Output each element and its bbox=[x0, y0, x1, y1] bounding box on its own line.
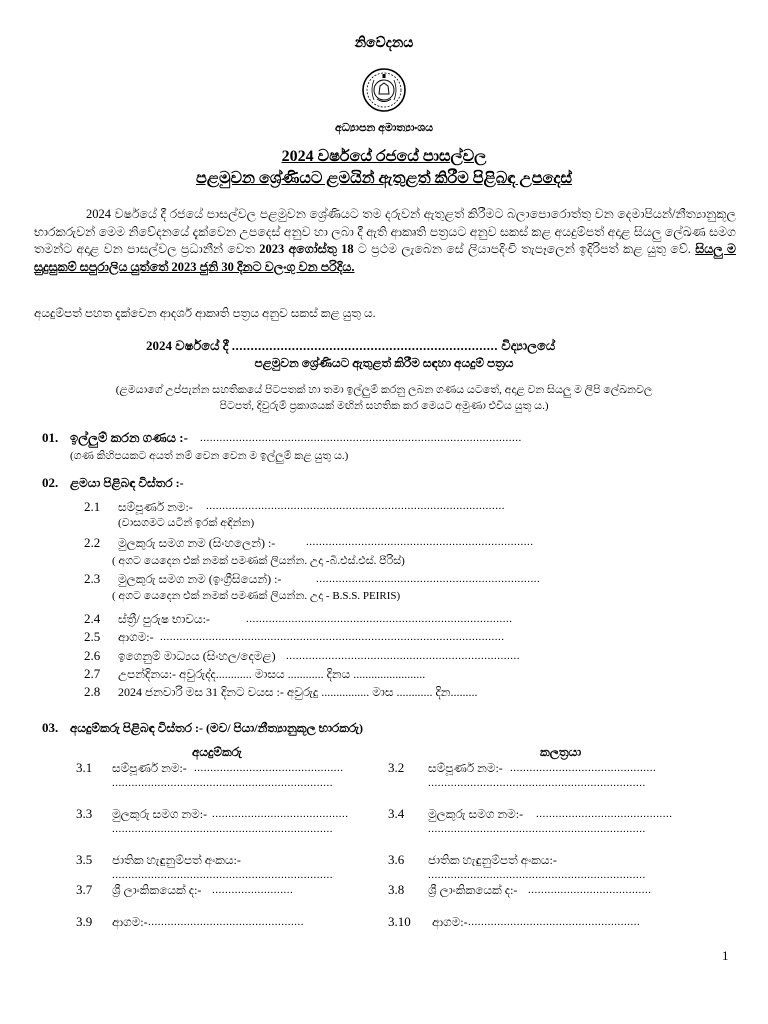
applicant-nic-field[interactable]: .................................................................... bbox=[112, 869, 333, 881]
item-2-4-number: 2.4 bbox=[84, 611, 101, 626]
main-title-line-2: පළමුවන ශ්‍රේණියට ළමයින් ඇතුළත් කිරීම පිළිබඳ උපදෙස් bbox=[196, 170, 572, 187]
item-3-1-label: සම්පූර්ණ නම:- bbox=[112, 761, 187, 775]
item-3-10-number: 3.10 bbox=[388, 914, 411, 929]
gender-field[interactable]: .................................................................................. bbox=[246, 613, 513, 625]
section-1-note: (ගණ කිහිපයකට අයත් නම් වෙන වෙන ම ඉල්ලුම් කළ යුතු ය.) bbox=[70, 450, 349, 462]
section-1-number: 01. bbox=[42, 430, 59, 445]
item-3-5-number: 3.5 bbox=[76, 852, 93, 867]
form-title bbox=[146, 338, 555, 354]
applicant-full-name-field[interactable]: .............................................. bbox=[194, 762, 344, 774]
item-3-5-label: ජාතික හැඳුනුම්පත් අංකය:- bbox=[112, 853, 241, 867]
applicant-religion-field[interactable]: ................................................ bbox=[148, 916, 304, 928]
intro-text-2: ට ප්‍රථම ලැබෙන සේ ලියාපදිංචි තැපෑලෙන් ඉදිරිපත් කළ යුතු වේ. bbox=[353, 242, 696, 256]
form-title-school: විද්‍යාලයේ bbox=[501, 338, 556, 353]
spouse-full-name-field[interactable]: ............................................. bbox=[510, 762, 657, 774]
intro-text-1: 2024 වර්ෂයේ දී රජයේ පාසල්වල පළමුවන ශ්‍රේණියට තම දරුවන් ඇතුළත් කිරීමට බලාපොරොත්තු වන දෙමාපියන්/නීත්‍යානුකූල භාරකරුවන් මෙම නිවේදනයේ දැක්වෙන උපදෙස් අනුව හා ලබා දී ඇති ආකෘති පත්‍රයට අනුව සකස් කළ අයදුම්පත් අදාළ සියලු ලේඛණ සමග තමන්ට අදාළ වන පාසල්වල ප්‍රධානීන් වෙත bbox=[34, 207, 736, 256]
child-name-english-field[interactable]: ..................................................................... bbox=[316, 573, 541, 585]
page-number: 1 bbox=[722, 948, 729, 963]
main-title-line-1: 2024 වර්ෂයේ රජයේ පාසල්වල bbox=[281, 148, 487, 165]
item-2-5-label: ආගම:- bbox=[118, 630, 154, 644]
spouse-initials-name-field-2[interactable]: ................................................................... bbox=[428, 823, 646, 835]
birthdate-field[interactable]: උපන්දිනය:- අවුරුද්ද............ මාසය ............ දිනය ........................ bbox=[118, 667, 426, 681]
form-note-line-1: (ළමයාගේ උප්පැන්න සහතිකයේ පිටපතක් හා තමා ඉල්ලුම් කරනු ලබන ගණය යටතේ, අදාළ වන සියලු ම ලිපි ලේඛනවල bbox=[115, 384, 653, 396]
item-3-7-label: ශ්‍රී ලාංකිකයෙක් ද:- bbox=[112, 883, 202, 897]
surname-underline-note: (වාසගමට යටින් ඉරක් අඳින්න) bbox=[118, 517, 255, 529]
applicant-full-name-field-2[interactable]: .................................................................... bbox=[112, 777, 333, 789]
child-full-name-field[interactable]: ............................................................................................ bbox=[206, 500, 505, 512]
ministry-name: අධ්‍යාපන අමාත්‍යාංශය bbox=[334, 122, 434, 134]
qualification-deadline: සියලු ම සුදුසුකම් සපුරාලිය යුත්තේ 2023 ජුනි 30 දිනට වලංගු වන පරිදිය. bbox=[34, 242, 736, 274]
item-3-2-label: සම්පූර්ණ නම:- bbox=[428, 761, 503, 775]
item-2-5-number: 2.5 bbox=[84, 629, 101, 644]
item-2-2-label: මුලකුරු සමග නම (සිංහලෙන්) :- bbox=[118, 536, 276, 550]
spouse-religion-field[interactable]: ..................................................... bbox=[468, 916, 641, 928]
applicant-initials-name-field[interactable]: .......................................... bbox=[212, 808, 349, 820]
school-name-field[interactable]: ....................................................................... bbox=[231, 338, 498, 353]
item-3-4-number: 3.4 bbox=[388, 806, 405, 821]
applicant-citizenship-field[interactable]: ......................... bbox=[212, 884, 294, 896]
sinhala-example-note: ( අගට යෙදෙන එක් නමක් පමණක් ලියන්න. උදා -බී.එස්.එස්. පීරිස්) bbox=[112, 555, 405, 567]
item-3-1-number: 3.1 bbox=[76, 760, 93, 775]
applicant-initials-name-field-2[interactable]: .................................................................... bbox=[112, 823, 333, 835]
form-subtitle: පළමුවන ශ්‍රේණියට ඇතුළත් කිරීම සඳහා අයදුම් පත්‍රය bbox=[254, 356, 514, 370]
child-name-sinhala-field[interactable]: ...................................................................... bbox=[306, 536, 534, 548]
age-field[interactable]: 2024 ජනවාරි මස 31 දිනට වයස :- අවුරුදු ................ මාස ............ දින......... bbox=[118, 685, 478, 699]
item-2-1-number: 2.1 bbox=[84, 499, 101, 514]
item-2-7-number: 2.7 bbox=[84, 666, 101, 681]
deadline-date: 2023 අගෝස්තු 18 bbox=[259, 242, 354, 256]
learning-medium-field[interactable]: ........................................................................ bbox=[286, 650, 520, 662]
section-1-label: ඉල්ලුම් කරන ගණය :- bbox=[70, 430, 188, 445]
section-3-number: 03. bbox=[42, 720, 59, 735]
applicant-column-heading: අයදුම්කරු bbox=[192, 745, 242, 759]
section-2-label: ළමයා පිළිබඳ විස්තර :- bbox=[70, 476, 184, 490]
item-2-4-label: ස්ත්‍රී/ පුරුෂ භාවය:- bbox=[118, 612, 210, 626]
item-2-3-number: 2.3 bbox=[84, 571, 101, 586]
english-example-note: ( අගට යෙදෙන එක් නමක් පමණක් ලියන්න. උදා - B.S.S. PEIRIS) bbox=[112, 590, 401, 602]
spouse-nic-field[interactable]: ................................................................... bbox=[428, 869, 646, 881]
spouse-full-name-field-2[interactable]: ................................................................... bbox=[428, 777, 646, 789]
item-3-2-number: 3.2 bbox=[388, 760, 405, 775]
sri-lanka-emblem-icon bbox=[360, 66, 408, 114]
item-3-4-label: මුලකුරු සමග නම:- bbox=[428, 807, 524, 821]
item-3-3-number: 3.3 bbox=[76, 806, 93, 821]
item-3-3-label: මුලකුරු සමග නම:- bbox=[112, 807, 208, 821]
item-2-6-label: ඉගෙනුම් මාධ්‍යය (සිංහල/දෙමළ) bbox=[118, 649, 276, 663]
item-3-9-label: ආගම:- bbox=[112, 915, 148, 929]
form-note-line-2: පිටපත්, දිවුරුම් ප්‍රකාශයක් මඟින් සහතික කර මෙයට අමුණා එවිය යුතු ය.) bbox=[219, 400, 549, 412]
item-3-6-number: 3.6 bbox=[388, 852, 405, 867]
item-2-1-label: සම්පූර්ණ නම:- bbox=[118, 500, 193, 514]
spouse-citizenship-field[interactable]: ...................................... bbox=[528, 884, 652, 896]
section-3-label: අයදුම්කරු පිළිබඳ විස්තර :- (මව/ පියා/නීත්‍යානුකූල භාරකරු) bbox=[70, 721, 364, 735]
intro-paragraph bbox=[34, 206, 736, 276]
item-3-8-label: ශ්‍රී ලාංකිකයෙක් ද:- bbox=[428, 883, 518, 897]
format-note: අයදුම්පත් පහත දැක්වෙන ආදර්ශ ආකෘති පත්‍රය අනුව සකස් කළ යුතු ය. bbox=[34, 306, 376, 320]
spouse-initials-name-field[interactable]: .......................................... bbox=[536, 808, 673, 820]
item-2-8-number: 2.8 bbox=[84, 684, 101, 699]
item-3-9-number: 3.9 bbox=[76, 914, 93, 929]
item-2-2-number: 2.2 bbox=[84, 535, 101, 550]
item-3-8-number: 3.8 bbox=[388, 882, 405, 897]
spouse-column-heading: කලත්‍රයා bbox=[540, 745, 582, 759]
item-2-6-number: 2.6 bbox=[84, 648, 101, 663]
item-2-3-label: මුලකුරු සමග නම (ඉංග්‍රීසියෙන්) :- bbox=[118, 572, 282, 586]
notice-title: නිවේදනය bbox=[354, 36, 414, 51]
child-religion-field[interactable]: .......................................................................................................... bbox=[160, 631, 505, 643]
category-field[interactable]: ................................................................................................... bbox=[200, 432, 522, 444]
section-2-number: 02. bbox=[42, 475, 59, 490]
item-3-7-number: 3.7 bbox=[76, 882, 93, 897]
item-3-10-label: ආගම:- bbox=[432, 915, 468, 929]
form-title-year: 2024 වර්ෂයේ දී bbox=[146, 338, 229, 353]
item-3-6-label: ජාතික හැඳුනුම්පත් අංකය:- bbox=[428, 853, 557, 867]
